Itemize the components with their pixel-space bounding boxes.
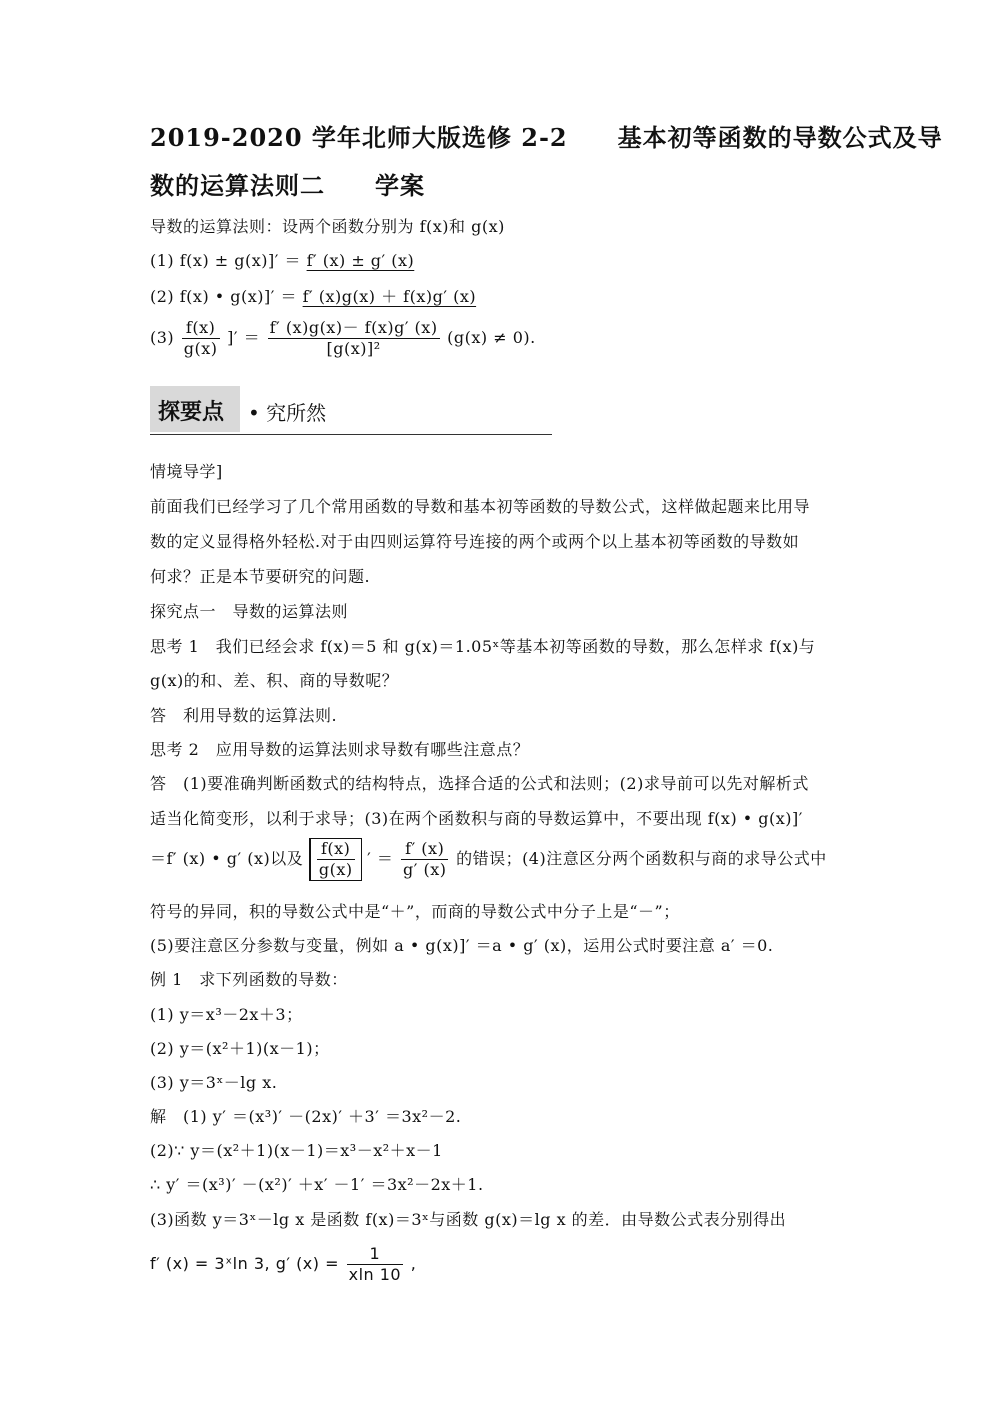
rule-3-condition: (g(x) ≠ 0). [447, 328, 536, 347]
rule-3-rhs-numerator: f′ (x)g(x)－ f(x)g′ (x) [269, 318, 438, 337]
rule-2-lhs: (2) f(x) • g(x)]′ ＝ [150, 287, 298, 306]
example-1-item: (1) y＝x³－2x＋3； [150, 1005, 303, 1024]
rule-1 [150, 248, 414, 271]
rule-3-mid: ]′ ＝ [227, 328, 261, 347]
paragraph-line: 何求？正是本节要研究的问题. [150, 567, 371, 586]
think-2-answer: 答 (1)要准确判断函数式的结构特点，选择合适的公式和法则；(2)求导前可以先对解析式 [150, 774, 809, 793]
think-2-answer-cont: 适当化简变形，以利于求导；(3)在两个函数积与商的导数运算中，不要出现 f(x) • g(x)]′ [150, 809, 803, 828]
context-heading: 情境导学] [150, 462, 223, 481]
rule-3-prefix: (3) [150, 328, 175, 347]
rules-intro: 导数的运算法则：设两个函数分别为 f(x)和 g(x) [150, 217, 505, 236]
rule-3-lhs-fraction [182, 318, 220, 359]
final-formula-fraction [347, 1244, 404, 1285]
solution-final-formula [150, 1244, 416, 1285]
think-1-answer: 答 利用导数的运算法则. [150, 706, 338, 725]
rule-1-rhs: f′ (x) ± g′ (x) [306, 251, 415, 270]
solution-line: ∴ y′ ＝(x³)′ －(x²)′ ＋x′ －1′ ＝3x²－2x＋1. [150, 1175, 484, 1194]
quotient-wrong-fraction [317, 839, 355, 880]
think-2-formula-line [150, 838, 827, 881]
solution-line: (2)∵ y＝(x²＋1)(x－1)＝x³－x²＋x－1 [150, 1141, 443, 1160]
final-formula-numerator: 1 [347, 1244, 404, 1265]
solution-line: (3)函数 y＝3ˣ－lg x 是函数 f(x)＝3ˣ与函数 g(x)＝lg x 的差．由导数公式表分别得出 [150, 1210, 787, 1229]
derivative-wrong-numerator: f′ (x) [401, 839, 448, 860]
example-1-item: (3) y＝3ˣ－lg x. [150, 1073, 278, 1092]
derivative-wrong-fraction [401, 839, 448, 880]
rule-3 [150, 318, 536, 359]
final-formula-denominator: xln 10 [348, 1265, 402, 1284]
quotient-wrong-denominator: g(x) [318, 860, 353, 879]
section-header [150, 386, 552, 435]
paragraph-line: 数的定义显得格外轻松.对于由四则运算符号连接的两个或两个以上基本初等函数的导数如 [150, 532, 800, 551]
formula-text-c: 的错误；(4)注意区分两个函数积与商的求导公式中 [456, 849, 827, 868]
rule-3-lhs-denominator: g(x) [183, 339, 218, 358]
example-1-item: (2) y＝(x²＋1)(x－1)； [150, 1039, 330, 1058]
formula-text-a: ＝f′ (x) • g′ (x)以及 [150, 849, 304, 868]
solution-line: 解 (1) y′ ＝(x³)′ －(2x)′ ＋3′ ＝3x²－2. [150, 1107, 462, 1126]
example-1-heading: 例 1 求下列函数的导数： [150, 970, 348, 989]
rule-3-rhs-denominator: [g(x)]² [326, 339, 381, 358]
rule-3-rhs-fraction [268, 318, 440, 359]
rule-2-rhs: f′ (x)g(x) ＋ f(x)g′ (x) [302, 287, 477, 306]
think-1-question-cont: g(x)的和、差、积、商的导数呢？ [150, 671, 399, 690]
section-header-main: 探要点 [158, 400, 225, 425]
paragraph-line: 前面我们已经学习了几个常用函数的导数和基本初等函数的导数公式，这样做起题来比用导 [150, 497, 811, 516]
rule-3-lhs-numerator: f(x) [182, 318, 220, 339]
doc-title-line-1: 2019-2020 学年北师大版选修 2-2 基本初等函数的导数公式及导 [150, 123, 943, 152]
explore-point-heading: 探究点一 导数的运算法则 [150, 602, 349, 621]
final-formula-text-a: f′ (x) = 3ˣln 3, g′ (x) = [150, 1254, 340, 1273]
final-formula-text-b: , [410, 1254, 417, 1273]
think-2-answer-cont: (5)要注意区分参数与变量，例如 a • g(x)]′ ＝a • g′ (x)，运用公式时要注意 a′ ＝0. [150, 936, 774, 955]
doc-title-line-2: 数的运算法则二 学案 [150, 171, 425, 200]
quotient-wrong-numerator: f(x) [317, 839, 355, 860]
quotient-bracket [309, 838, 362, 881]
think-2-question: 思考 2 应用导数的运算法则求导数有哪些注意点？ [150, 740, 530, 759]
formula-text-b: ′ ＝ [367, 849, 394, 868]
section-header-sub: • 究所然 [248, 401, 327, 425]
rule-2 [150, 284, 476, 307]
derivative-wrong-denominator: g′ (x) [403, 860, 447, 879]
rule-1-lhs: (1) f(x) ± g(x)]′ ＝ [150, 251, 301, 270]
think-2-answer-cont: 符号的异同，积的导数公式中是“＋”，而商的导数公式中分子上是“－”； [150, 902, 680, 921]
think-1-question: 思考 1 我们已经会求 f(x)＝5 和 g(x)＝1.05ˣ等基本初等函数的导数，那么怎样求 f(x)与 [150, 637, 816, 656]
